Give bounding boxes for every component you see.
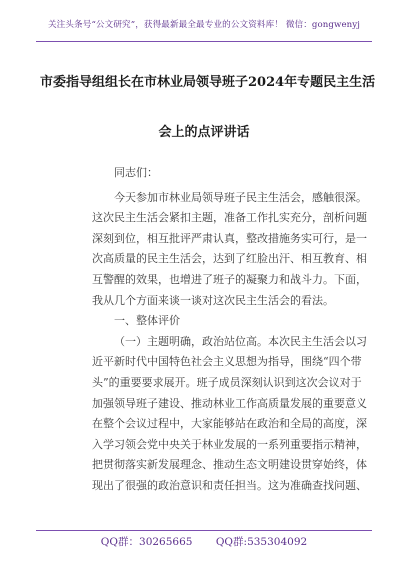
paragraph-line: （一）主题明确，政治站位高。本次民主生活会以习	[114, 334, 367, 348]
paragraph-line: 现出了很强的政治意识和责任担当。这为准确查找问题、	[92, 478, 367, 492]
paragraph-line: 头”的重要要求展开。班子成员深刻认识到这次会议对于	[92, 375, 362, 389]
document-body	[92, 163, 367, 497]
qq-group-1: QQ群：30265665	[100, 536, 193, 548]
paragraph-line: 深刻到位，相互批评严肃认真，整改措施务实可行，是一	[92, 231, 367, 245]
document-title-line2: 会上的点评讲话	[158, 125, 250, 140]
document-title-line1: 市委指导组组长在市林业局领导班子2024年专题民主生活	[40, 75, 376, 90]
paragraph-line: 在整个会议过程中，大家能够站在政治和全局的高度，深	[92, 417, 367, 431]
paragraph-line: 把贯彻落实新发展理念、推动生态文明建设贯穿始终，体	[92, 458, 367, 472]
footer	[0, 534, 408, 549]
section-heading: 一、整体评价	[114, 314, 180, 328]
footer-divider	[36, 530, 372, 531]
paragraph-line: 近平新时代中国特色社会主义思想为指导，围绕“四个带	[92, 355, 362, 369]
paragraph-line: 入学习领会党中央关于林业发展的一系列重要指示精神，	[92, 437, 367, 451]
header-divider	[36, 41, 372, 42]
paragraph-line: 这次民主生活会紧扣主题，准备工作扎实充分，剖析问题	[92, 211, 367, 225]
paragraph-line: 次高质量的民主生活会，达到了红脸出汗、相互教育、相	[92, 252, 367, 266]
paragraph-line: 我从几个方面来谈一谈对这次民主生活会的看法。	[92, 293, 334, 307]
salutation: 同志们：	[114, 166, 158, 179]
promo-banner: 关注头条号“公文研究”，获得最新最全最专业的公文资料库！ 微信：gongwenyj	[47, 20, 361, 30]
paragraph-line: 今天参加市林业局领导班子民主生活会，感触很深。	[114, 190, 367, 204]
paragraph-line: 互警醒的效果，也增进了班子的凝聚力和战斗力。下面，	[92, 272, 367, 286]
qq-group-2: QQ群:535304092	[215, 536, 308, 548]
paragraph-line: 加强领导班子建设、推动林业工作高质量发展的重要意义	[92, 396, 367, 410]
